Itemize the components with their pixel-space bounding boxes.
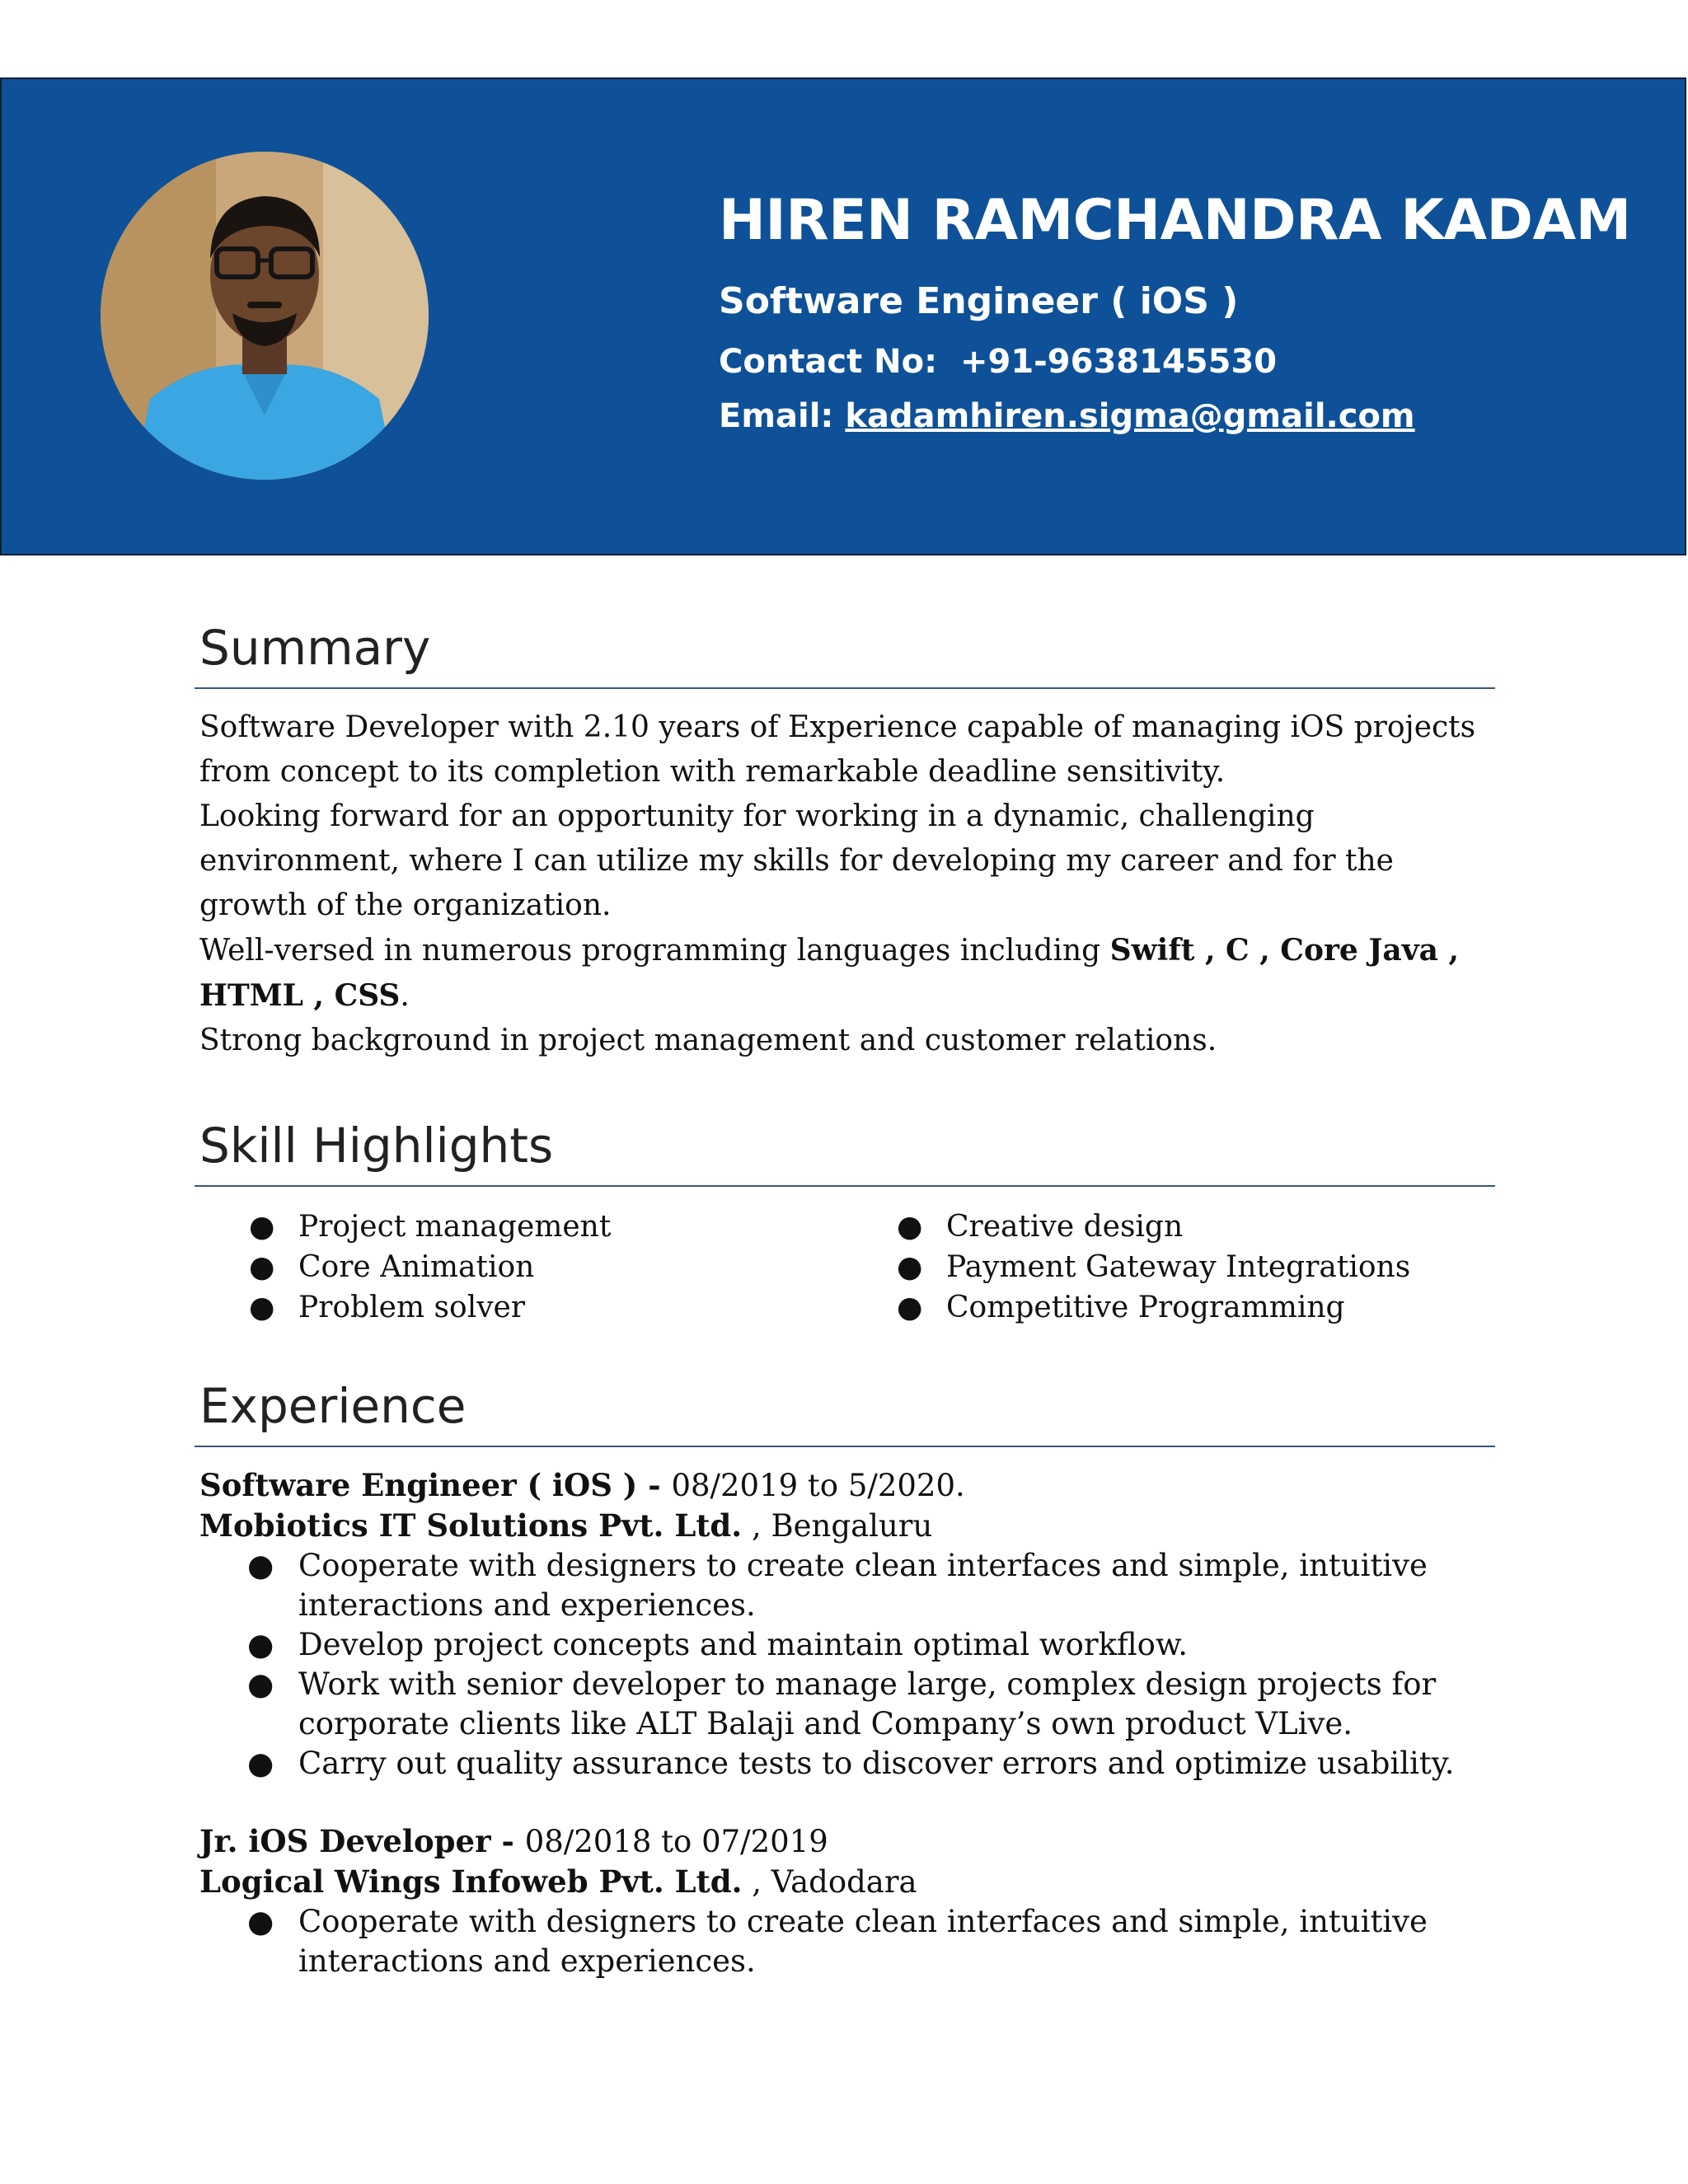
skills-right-column bbox=[847, 1207, 1410, 1328]
experience-heading: Experience bbox=[199, 1378, 467, 1434]
job-bullet: ● Cooperate with designers to create clean interfaces and simple, intuitive interactions and experiences. bbox=[247, 1904, 1428, 1979]
job-separator: - bbox=[637, 1467, 672, 1503]
job-bullets bbox=[199, 1546, 1502, 1783]
skill-item: ● Problem solver bbox=[199, 1287, 611, 1328]
summary-languages-prefix: Well-versed in numerous programming languages including bbox=[199, 934, 1110, 968]
contact-phone[interactable]: +91-9638145530 bbox=[960, 343, 1278, 381]
job-title-line bbox=[199, 1821, 1502, 1862]
bullet-dot-icon: ● bbox=[247, 1666, 274, 1702]
job-company-line bbox=[199, 1862, 1502, 1902]
job-bullet: ● Develop project concepts and maintain optimal workflow. bbox=[199, 1625, 1469, 1665]
email-link[interactable]: kadamhiren.sigma@gmail.com bbox=[845, 397, 1415, 435]
experience-divider bbox=[195, 1446, 1495, 1447]
candidate-role: Software Engineer ( iOS ) bbox=[719, 280, 1239, 322]
bullet-dot-icon: ● bbox=[247, 1548, 274, 1583]
job-company: Mobiotics IT Solutions Pvt. Ltd. bbox=[199, 1507, 743, 1544]
summary-heading: Summary bbox=[199, 620, 431, 676]
skill-item: ● Competitive Programming bbox=[847, 1287, 1410, 1328]
candidate-name: HIREN RAMCHANDRA KADAM bbox=[719, 188, 1631, 253]
profile-photo bbox=[101, 152, 429, 480]
bullet-dot-icon: ● bbox=[247, 1904, 274, 1939]
job-company: Logical Wings Infoweb Pvt. Ltd. bbox=[199, 1863, 743, 1900]
summary-line: Software Developer with 2.10 years of Experience capable of managing iOS projects from concept to its completion with remarkable deadline sensitivity. bbox=[199, 710, 1476, 789]
bullet-dot-icon: ● bbox=[249, 1250, 275, 1284]
summary-languages-list: Swift , C , Core Java , HTML , CSS bbox=[199, 933, 1460, 1013]
summary-languages-suffix: . bbox=[400, 979, 410, 1013]
profile-photo-illustration bbox=[101, 152, 429, 480]
summary-line: Looking forward for an opportunity for working in a dynamic, challenging environment, where I can utilize my skills for developing my career and for the growth of the organization. bbox=[199, 799, 1394, 922]
email-label: Email: bbox=[719, 397, 834, 435]
contact-label: Contact No: bbox=[719, 343, 938, 381]
job-separator: - bbox=[490, 1823, 525, 1859]
skills-divider bbox=[195, 1185, 1495, 1187]
job-entry bbox=[199, 1821, 1502, 1981]
job-dates: 08/2019 to 5/2020. bbox=[671, 1468, 965, 1503]
bullet-dot-icon: ● bbox=[897, 1210, 923, 1244]
skills-heading: Skill Highlights bbox=[199, 1118, 554, 1174]
job-location: , Vadodara bbox=[742, 1864, 917, 1900]
contact-line bbox=[719, 343, 1277, 381]
bullet-dot-icon: ● bbox=[247, 1746, 274, 1781]
job-company-line bbox=[199, 1506, 1502, 1546]
job-title: Software Engineer ( iOS ) bbox=[199, 1467, 638, 1503]
skill-item: ● Core Animation bbox=[199, 1247, 611, 1287]
skill-item: ● Project management bbox=[199, 1207, 611, 1247]
summary-languages bbox=[199, 928, 1493, 1019]
job-bullet: ● Cooperate with designers to create clean interfaces and simple, intuitive interactions and experiences. bbox=[247, 1548, 1428, 1623]
job-bullet: ● Work with senior developer to manage large, complex design projects for corporate clients like ALT Balaji and Company’s own product VLive. bbox=[247, 1666, 1437, 1741]
job-location: , Bengaluru bbox=[742, 1508, 933, 1544]
job-bullets bbox=[199, 1902, 1502, 1981]
skill-item: ● Creative design bbox=[847, 1207, 1410, 1247]
job-bullet: ● Carry out quality assurance tests to discover errors and optimize usability. bbox=[199, 1744, 1469, 1783]
email-line bbox=[719, 397, 1415, 435]
job-dates: 08/2018 to 07/2019 bbox=[524, 1824, 828, 1859]
summary-body bbox=[199, 705, 1493, 1063]
job-entry bbox=[199, 1465, 1502, 1783]
skills-left-column bbox=[199, 1207, 611, 1328]
summary-line: Strong background in project management and customer relations. bbox=[199, 1024, 1217, 1057]
bullet-dot-icon: ● bbox=[897, 1291, 923, 1324]
bullet-dot-icon: ● bbox=[249, 1210, 275, 1244]
skill-item: ● Payment Gateway Integrations bbox=[847, 1247, 1410, 1287]
job-title-line bbox=[199, 1465, 1502, 1506]
bullet-dot-icon: ● bbox=[247, 1627, 274, 1662]
bullet-dot-icon: ● bbox=[249, 1291, 275, 1324]
job-title: Jr. iOS Developer bbox=[199, 1823, 491, 1859]
bullet-dot-icon: ● bbox=[897, 1250, 923, 1284]
summary-divider bbox=[195, 687, 1495, 689]
